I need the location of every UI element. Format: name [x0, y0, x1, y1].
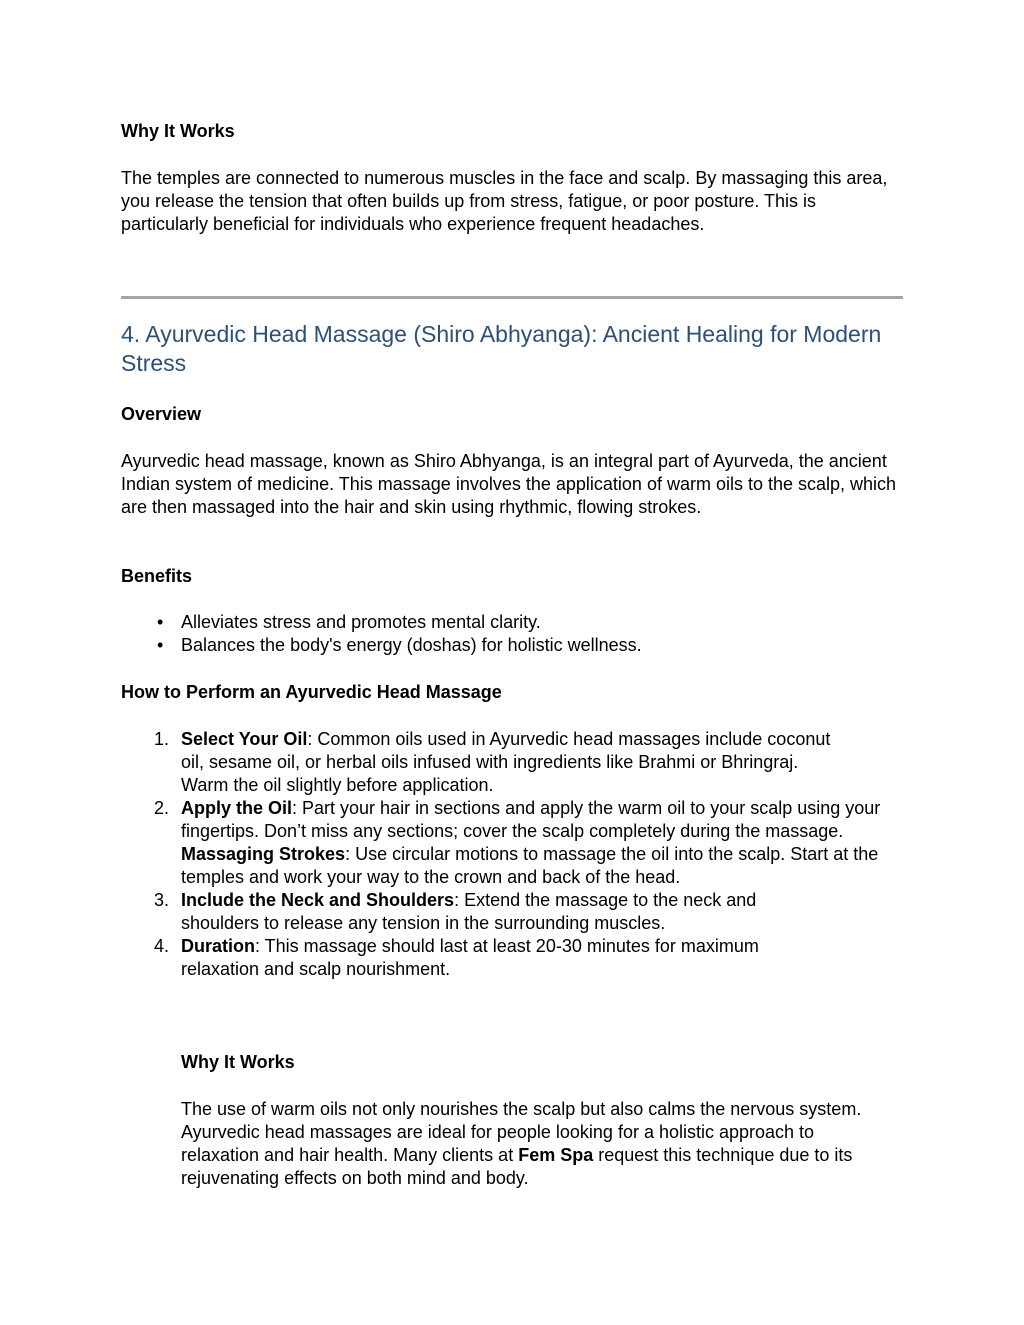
why-it-works-heading: Why It Works — [121, 121, 235, 141]
step-label: Duration — [181, 936, 255, 956]
list-item — [121, 889, 907, 935]
list-item — [121, 728, 907, 797]
step-sub-text: : Use circular motions to massage the oil into the scalp. Start at the temples and work your way to the crown and back of the head. — [181, 844, 879, 887]
bullet-icon: • — [157, 635, 164, 655]
step-number: 1. — [153, 729, 169, 749]
section-title: 4. Ayurvedic Head Massage (Shiro Abhyanga): Ancient Healing for Modern Stress — [121, 321, 882, 376]
step-text: : This massage should last at least 20-30 minutes for maximum relaxation and scalp nourishment. — [181, 936, 759, 979]
step-sub-label: Massaging Strokes — [181, 844, 346, 864]
step-label: Include the Neck and Shoulders — [181, 890, 455, 910]
section-divider — [121, 296, 903, 299]
overview-paragraph: Ayurvedic head massage, known as Shiro Abhyanga, is an integral part of Ayurveda, the ancient Indian system of medicine. This massage involves the application of warm oils to the scalp, which are then massaged into the hair and skin using rhythmic, flowing strokes. — [121, 451, 897, 517]
why-it-works-heading-2: Why It Works — [181, 1052, 295, 1072]
step-text: : Part your hair in sections and apply the warm oil to your scalp using your fingertips. Don’t miss any sections; cover the scalp completely during the massage. — [181, 798, 881, 841]
overview-heading: Overview — [121, 404, 202, 424]
why-text-before: The use of warm oils not only nourishes the scalp but also calms the nervous system. Ayurvedic head massages are ideal for people looking for a holistic approach to relaxation and hair health. Many clients at — [181, 1099, 862, 1165]
list-item — [121, 935, 907, 981]
steps-list — [121, 728, 907, 981]
step-label: Apply the Oil — [181, 798, 293, 818]
why-it-works-paragraph-2 — [181, 1098, 871, 1190]
step-number: 2. — [153, 798, 169, 818]
why-text-after: request this technique due to its rejuvenating effects on both mind and body. — [181, 1145, 853, 1188]
benefit-text: Balances the body's energy (doshas) for holistic wellness. — [181, 635, 642, 655]
list-item — [157, 634, 907, 657]
step-number: 3. — [153, 890, 169, 910]
step-label: Select Your Oil — [181, 729, 308, 749]
step-text: : Common oils used in Ayurvedic head massages include coconut oil, sesame oil, or herbal oils infused with ingredients like Brahmi or Bhringraj. Warm the oil slightly before application. — [181, 729, 831, 795]
list-item — [121, 797, 907, 889]
step-number: 4. — [153, 936, 169, 956]
howto-heading: How to Perform an Ayurvedic Head Massage — [121, 682, 502, 702]
benefits-list — [157, 611, 907, 657]
why-it-works-paragraph: The temples are connected to numerous muscles in the face and scalp. By massaging this area, you release the tension that often builds up from stress, fatigue, or poor posture. This is particularly beneficial for individuals who experience frequent headaches. — [121, 168, 888, 234]
step-text: : Extend the massage to the neck and shoulders to release any tension in the surrounding muscles. — [181, 890, 757, 933]
list-item — [157, 611, 907, 634]
benefits-heading: Benefits — [121, 566, 193, 586]
benefit-text: Alleviates stress and promotes mental clarity. — [181, 612, 541, 632]
brand-name: Fem Spa — [518, 1145, 594, 1165]
bullet-icon: • — [157, 612, 164, 632]
